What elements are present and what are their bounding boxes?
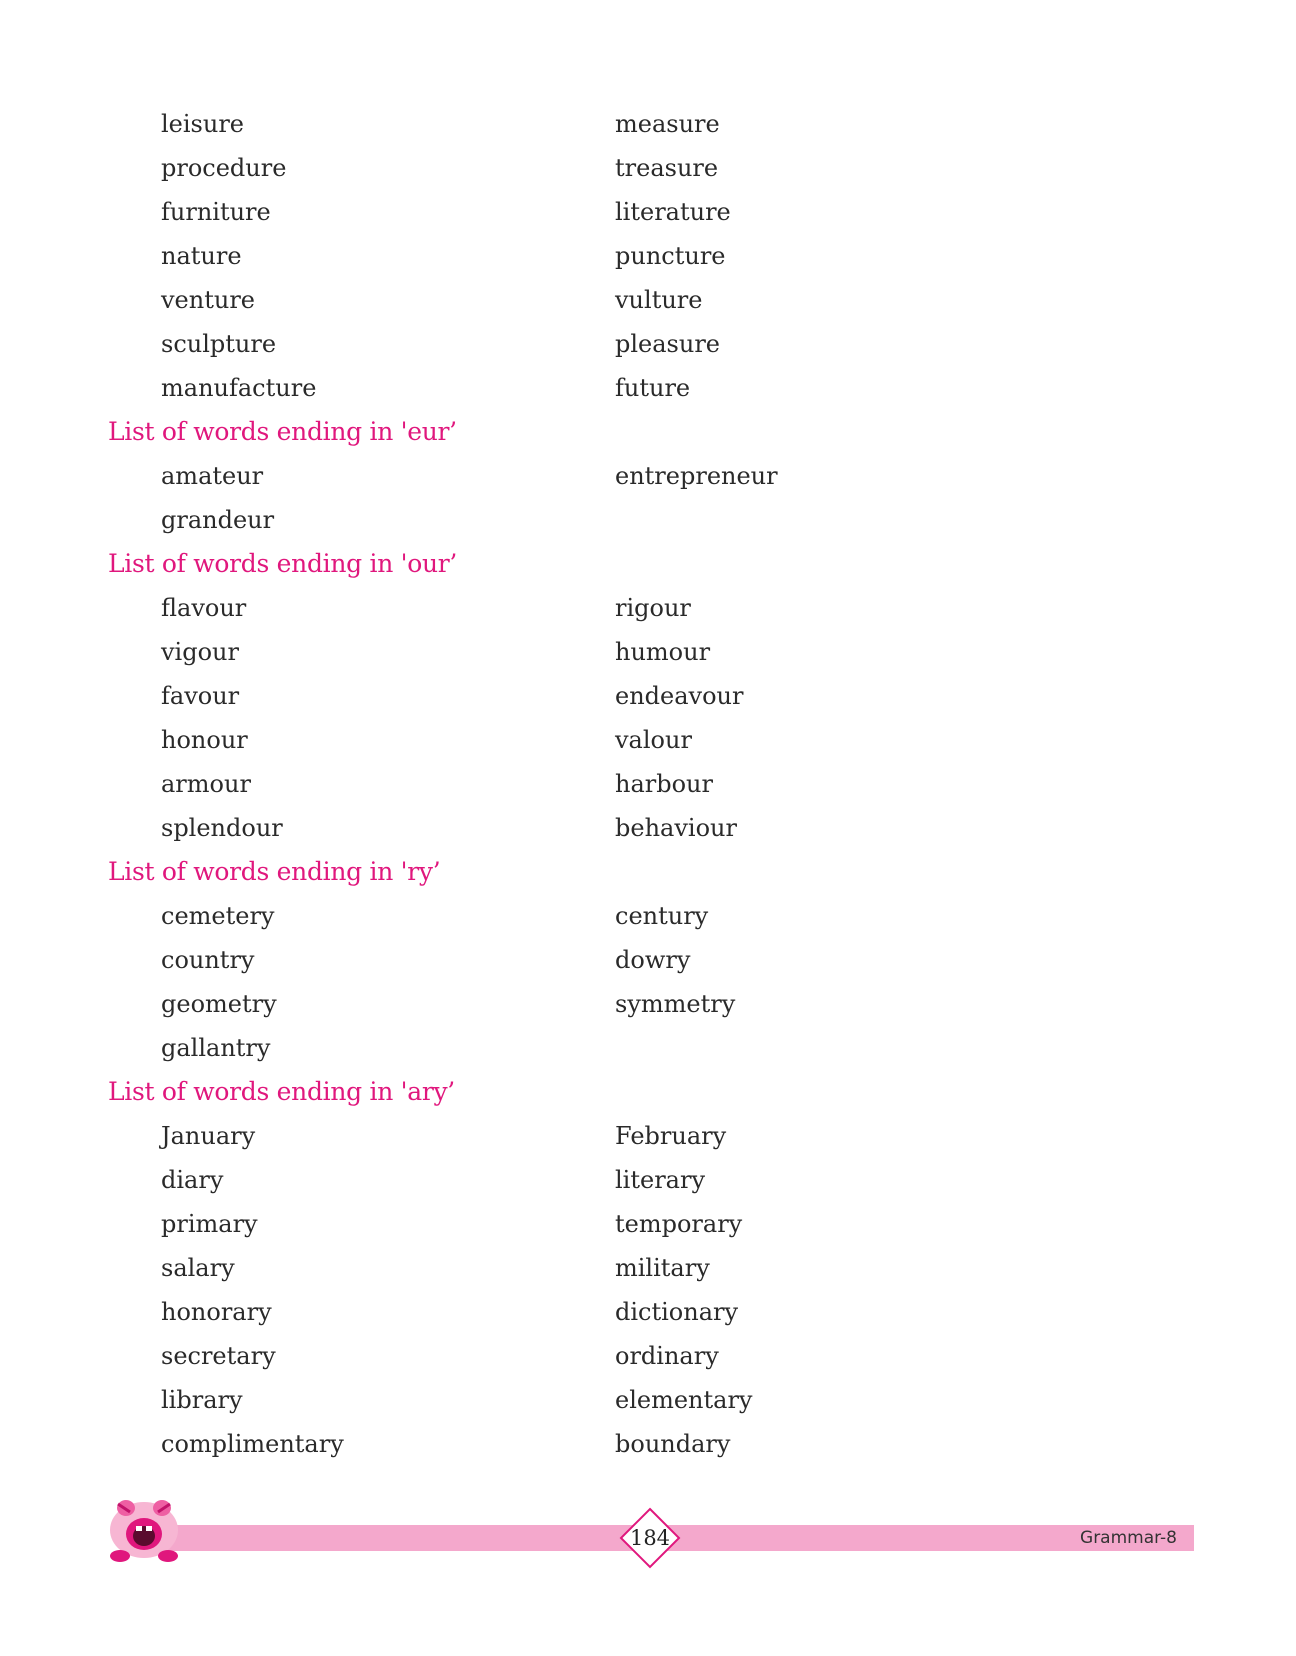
word-row — [108, 1158, 1198, 1202]
word-right: literary — [615, 1166, 706, 1194]
word-left: sculpture — [161, 330, 277, 358]
word-left: venture — [161, 286, 255, 314]
word-row — [108, 1026, 1198, 1070]
word-left: geometry — [161, 990, 277, 1018]
word-left: splendour — [161, 814, 283, 842]
word-row — [108, 1334, 1198, 1378]
word-right: pleasure — [615, 330, 720, 358]
word-right: harbour — [615, 770, 713, 798]
word-left: January — [161, 1122, 256, 1150]
section-heading: List of words ending in 'ry’ — [108, 857, 441, 886]
word-row — [108, 102, 1198, 146]
word-row — [108, 762, 1198, 806]
word-row — [108, 630, 1198, 674]
word-row — [108, 1202, 1198, 1246]
word-row — [108, 190, 1198, 234]
word-row — [108, 234, 1198, 278]
word-row — [108, 938, 1198, 982]
word-row — [108, 1114, 1198, 1158]
word-left: nature — [161, 242, 242, 270]
word-left: primary — [161, 1210, 258, 1238]
word-row — [108, 806, 1198, 850]
word-row — [108, 586, 1198, 630]
word-right: century — [615, 902, 709, 930]
word-right: elementary — [615, 1386, 753, 1414]
word-right: boundary — [615, 1430, 731, 1458]
word-left: diary — [161, 1166, 224, 1194]
word-row — [108, 894, 1198, 938]
word-row — [108, 1246, 1198, 1290]
word-left: library — [161, 1386, 243, 1414]
word-row — [108, 146, 1198, 190]
pink-monster-mascot-icon — [104, 1490, 184, 1566]
word-right: measure — [615, 110, 720, 138]
word-right: humour — [615, 638, 711, 666]
word-left: honorary — [161, 1298, 272, 1326]
page-footer — [0, 1490, 1296, 1580]
word-left: cemetery — [161, 902, 275, 930]
word-right: puncture — [615, 242, 726, 270]
word-right: dictionary — [615, 1298, 739, 1326]
word-right: entrepreneur — [615, 462, 778, 490]
word-right: vulture — [615, 286, 703, 314]
word-row — [108, 454, 1198, 498]
word-left: procedure — [161, 154, 287, 182]
word-left: flavour — [161, 594, 247, 622]
word-left: amateur — [161, 462, 264, 490]
word-right: February — [615, 1122, 727, 1150]
page-number: 184 — [629, 1526, 671, 1550]
word-left: gallantry — [161, 1034, 271, 1062]
word-right: temporary — [615, 1210, 743, 1238]
word-left: country — [161, 946, 255, 974]
word-right: military — [615, 1254, 710, 1282]
word-right: literature — [615, 198, 731, 226]
word-right: behaviour — [615, 814, 737, 842]
word-left: vigour — [161, 638, 239, 666]
word-left: salary — [161, 1254, 235, 1282]
word-row — [108, 1378, 1198, 1422]
word-list-content — [108, 102, 1198, 1466]
word-right: dowry — [615, 946, 691, 974]
word-left: honour — [161, 726, 248, 754]
word-row — [108, 1422, 1198, 1466]
word-row — [108, 278, 1198, 322]
word-left: leisure — [161, 110, 245, 138]
section-heading: List of words ending in 'ary’ — [108, 1077, 455, 1106]
word-right: future — [615, 374, 691, 402]
book-title: Grammar-8 — [1080, 1528, 1177, 1548]
word-right: ordinary — [615, 1342, 719, 1370]
word-row — [108, 322, 1198, 366]
word-left: armour — [161, 770, 251, 798]
word-left: secretary — [161, 1342, 276, 1370]
word-row — [108, 718, 1198, 762]
word-row — [108, 1290, 1198, 1334]
word-row — [108, 366, 1198, 410]
word-left: favour — [161, 682, 240, 710]
section-heading: List of words ending in 'eur’ — [108, 417, 457, 446]
word-left: furniture — [161, 198, 271, 226]
word-row — [108, 498, 1198, 542]
word-left: manufacture — [161, 374, 317, 402]
word-right: symmetry — [615, 990, 736, 1018]
word-right: rigour — [615, 594, 691, 622]
word-right: endeavour — [615, 682, 744, 710]
word-right: valour — [615, 726, 692, 754]
word-right: treasure — [615, 154, 719, 182]
word-left: complimentary — [161, 1430, 344, 1458]
word-left: grandeur — [161, 506, 275, 534]
word-row — [108, 674, 1198, 718]
word-row — [108, 982, 1198, 1026]
section-heading: List of words ending in 'our’ — [108, 549, 458, 578]
